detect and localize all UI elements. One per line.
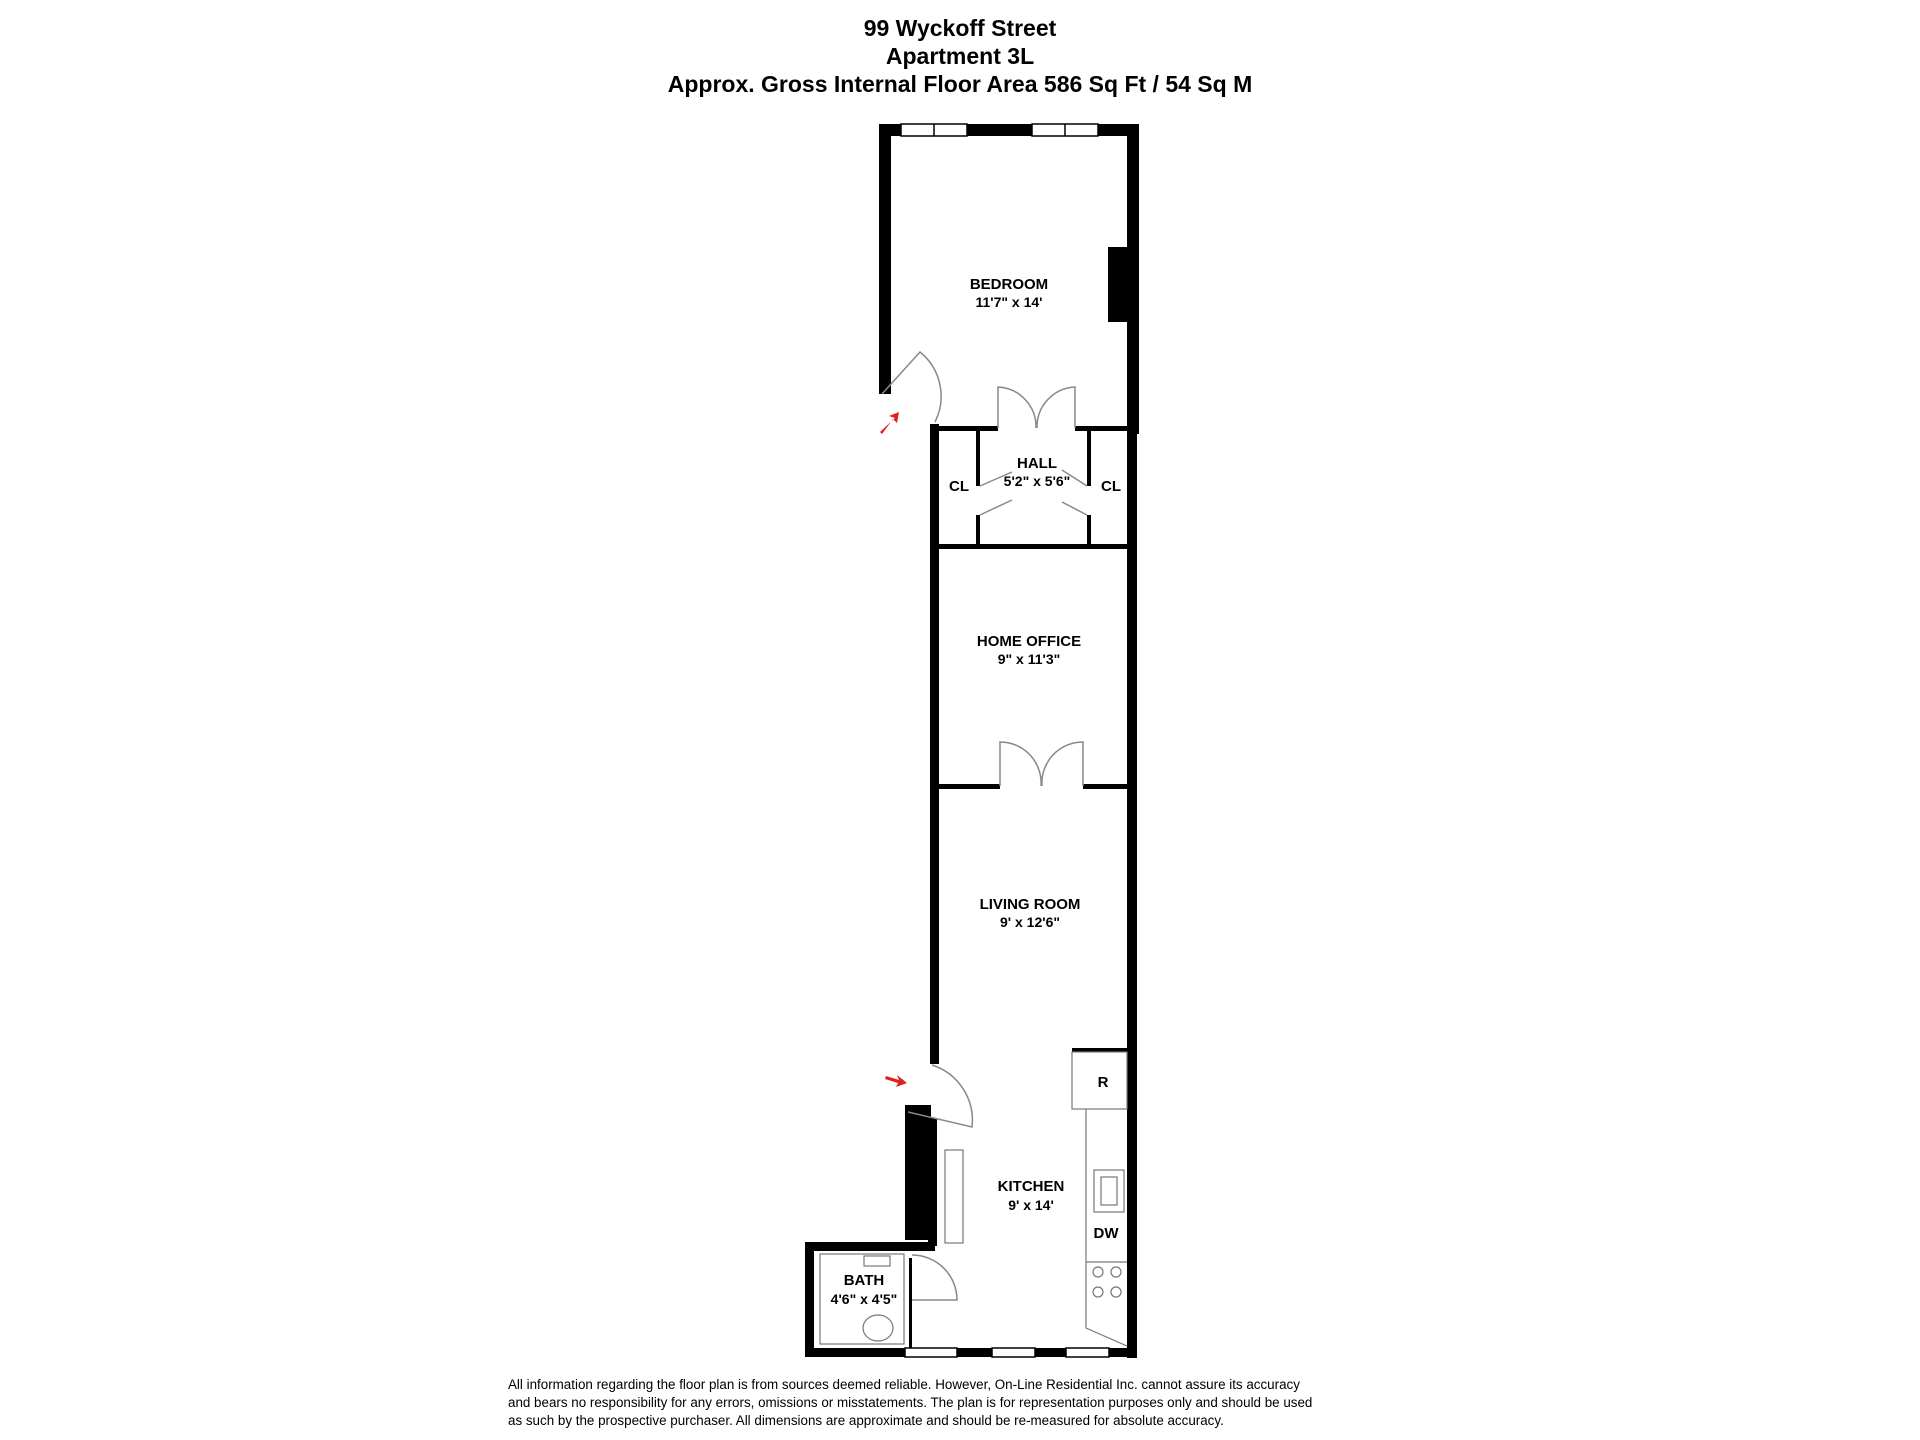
left-exterior-wall [930,424,939,1064]
kitchen-window-2 [1066,1348,1109,1357]
kitchen-window-1 [992,1348,1035,1357]
entry-arrow-kitchen [885,1075,907,1087]
closet-right-divider-bottom [1087,515,1091,547]
right-exterior-wall [1127,430,1137,1358]
disclaimer [508,1376,1468,1430]
toilet-tank [864,1256,890,1266]
closet-right-label: CL [1101,478,1121,495]
hall-label: HALL [1017,455,1057,472]
entry-arrows [880,412,907,1087]
bath-top-wall [805,1242,935,1251]
refrigerator-label: R [1097,1074,1109,1091]
office-bottom-wall-right [1083,784,1135,789]
hall-top-wall-right [1075,426,1135,431]
disclaimer-line-2: and bears no responsibility for any errors, omissions or misstatements. The plan is for representation purposes only and should be used [508,1395,1313,1410]
hall-dims: 5'2" x 5'6" [1003,473,1071,489]
floor-area-title: Approx. Gross Internal Floor Area 586 Sq Ft / 54 Sq M [667,71,1253,97]
disclaimer-line-1: All information regarding the floor plan is from sources deemed reliable. However, On-Line Residential Inc. cannot assure its accuracy [508,1377,1300,1392]
disclaimer-line-3: as such by the prospective purchaser. All dimensions are approximate and should be re-measured for absolute accuracy. [508,1413,1224,1428]
office-door-right [1042,742,1083,786]
office-door-left [1000,742,1041,786]
bedroom-chimney [1108,247,1132,322]
closet-left-divider-top [976,426,980,486]
bedroom-left-wall [879,124,891,394]
bath-dims: 4'6" x 4'5" [830,1291,898,1307]
stove [1093,1267,1121,1297]
exterior-walls [805,124,1139,1358]
closet-right-divider-top [1087,426,1091,486]
office-bottom-wall-left [930,784,1000,789]
bath-door [912,1255,957,1300]
hall-bottom-wall [930,544,1135,549]
dishwasher-label: DW [1093,1225,1119,1242]
sink [1094,1170,1124,1212]
closet-left-divider-bottom [976,515,980,547]
kitchen-chimney [905,1105,931,1240]
sink-basin [863,1315,893,1341]
kitchen-label: KITCHEN [997,1178,1065,1195]
home-office-dims: 9" x 11'3" [997,651,1061,667]
kitchen-shelf [945,1150,963,1243]
bedroom-door-left [998,387,1036,428]
living-room-label: LIVING ROOM [979,896,1081,913]
kitchen-dims: 9' x 14' [1008,1197,1054,1213]
bedroom-dims: 11'7" x 14' [975,294,1043,310]
address-title: 99 Wyckoff Street [863,15,1057,41]
bath-label: BATH [843,1272,885,1289]
bath-partition [909,1258,912,1348]
bath-window [905,1348,957,1357]
hall-top-wall-left [930,426,998,431]
closet-left-label: CL [949,478,969,495]
living-room-dims: 9' x 12'6" [999,914,1061,930]
unit-title: Apartment 3L [885,43,1035,69]
bath-left-wall [805,1242,814,1356]
bedroom-door-right [1037,387,1075,428]
entry-arrow-bedroom [880,412,899,434]
home-office-label: HOME OFFICE [976,633,1082,650]
bedroom-label: BEDROOM [969,276,1049,293]
